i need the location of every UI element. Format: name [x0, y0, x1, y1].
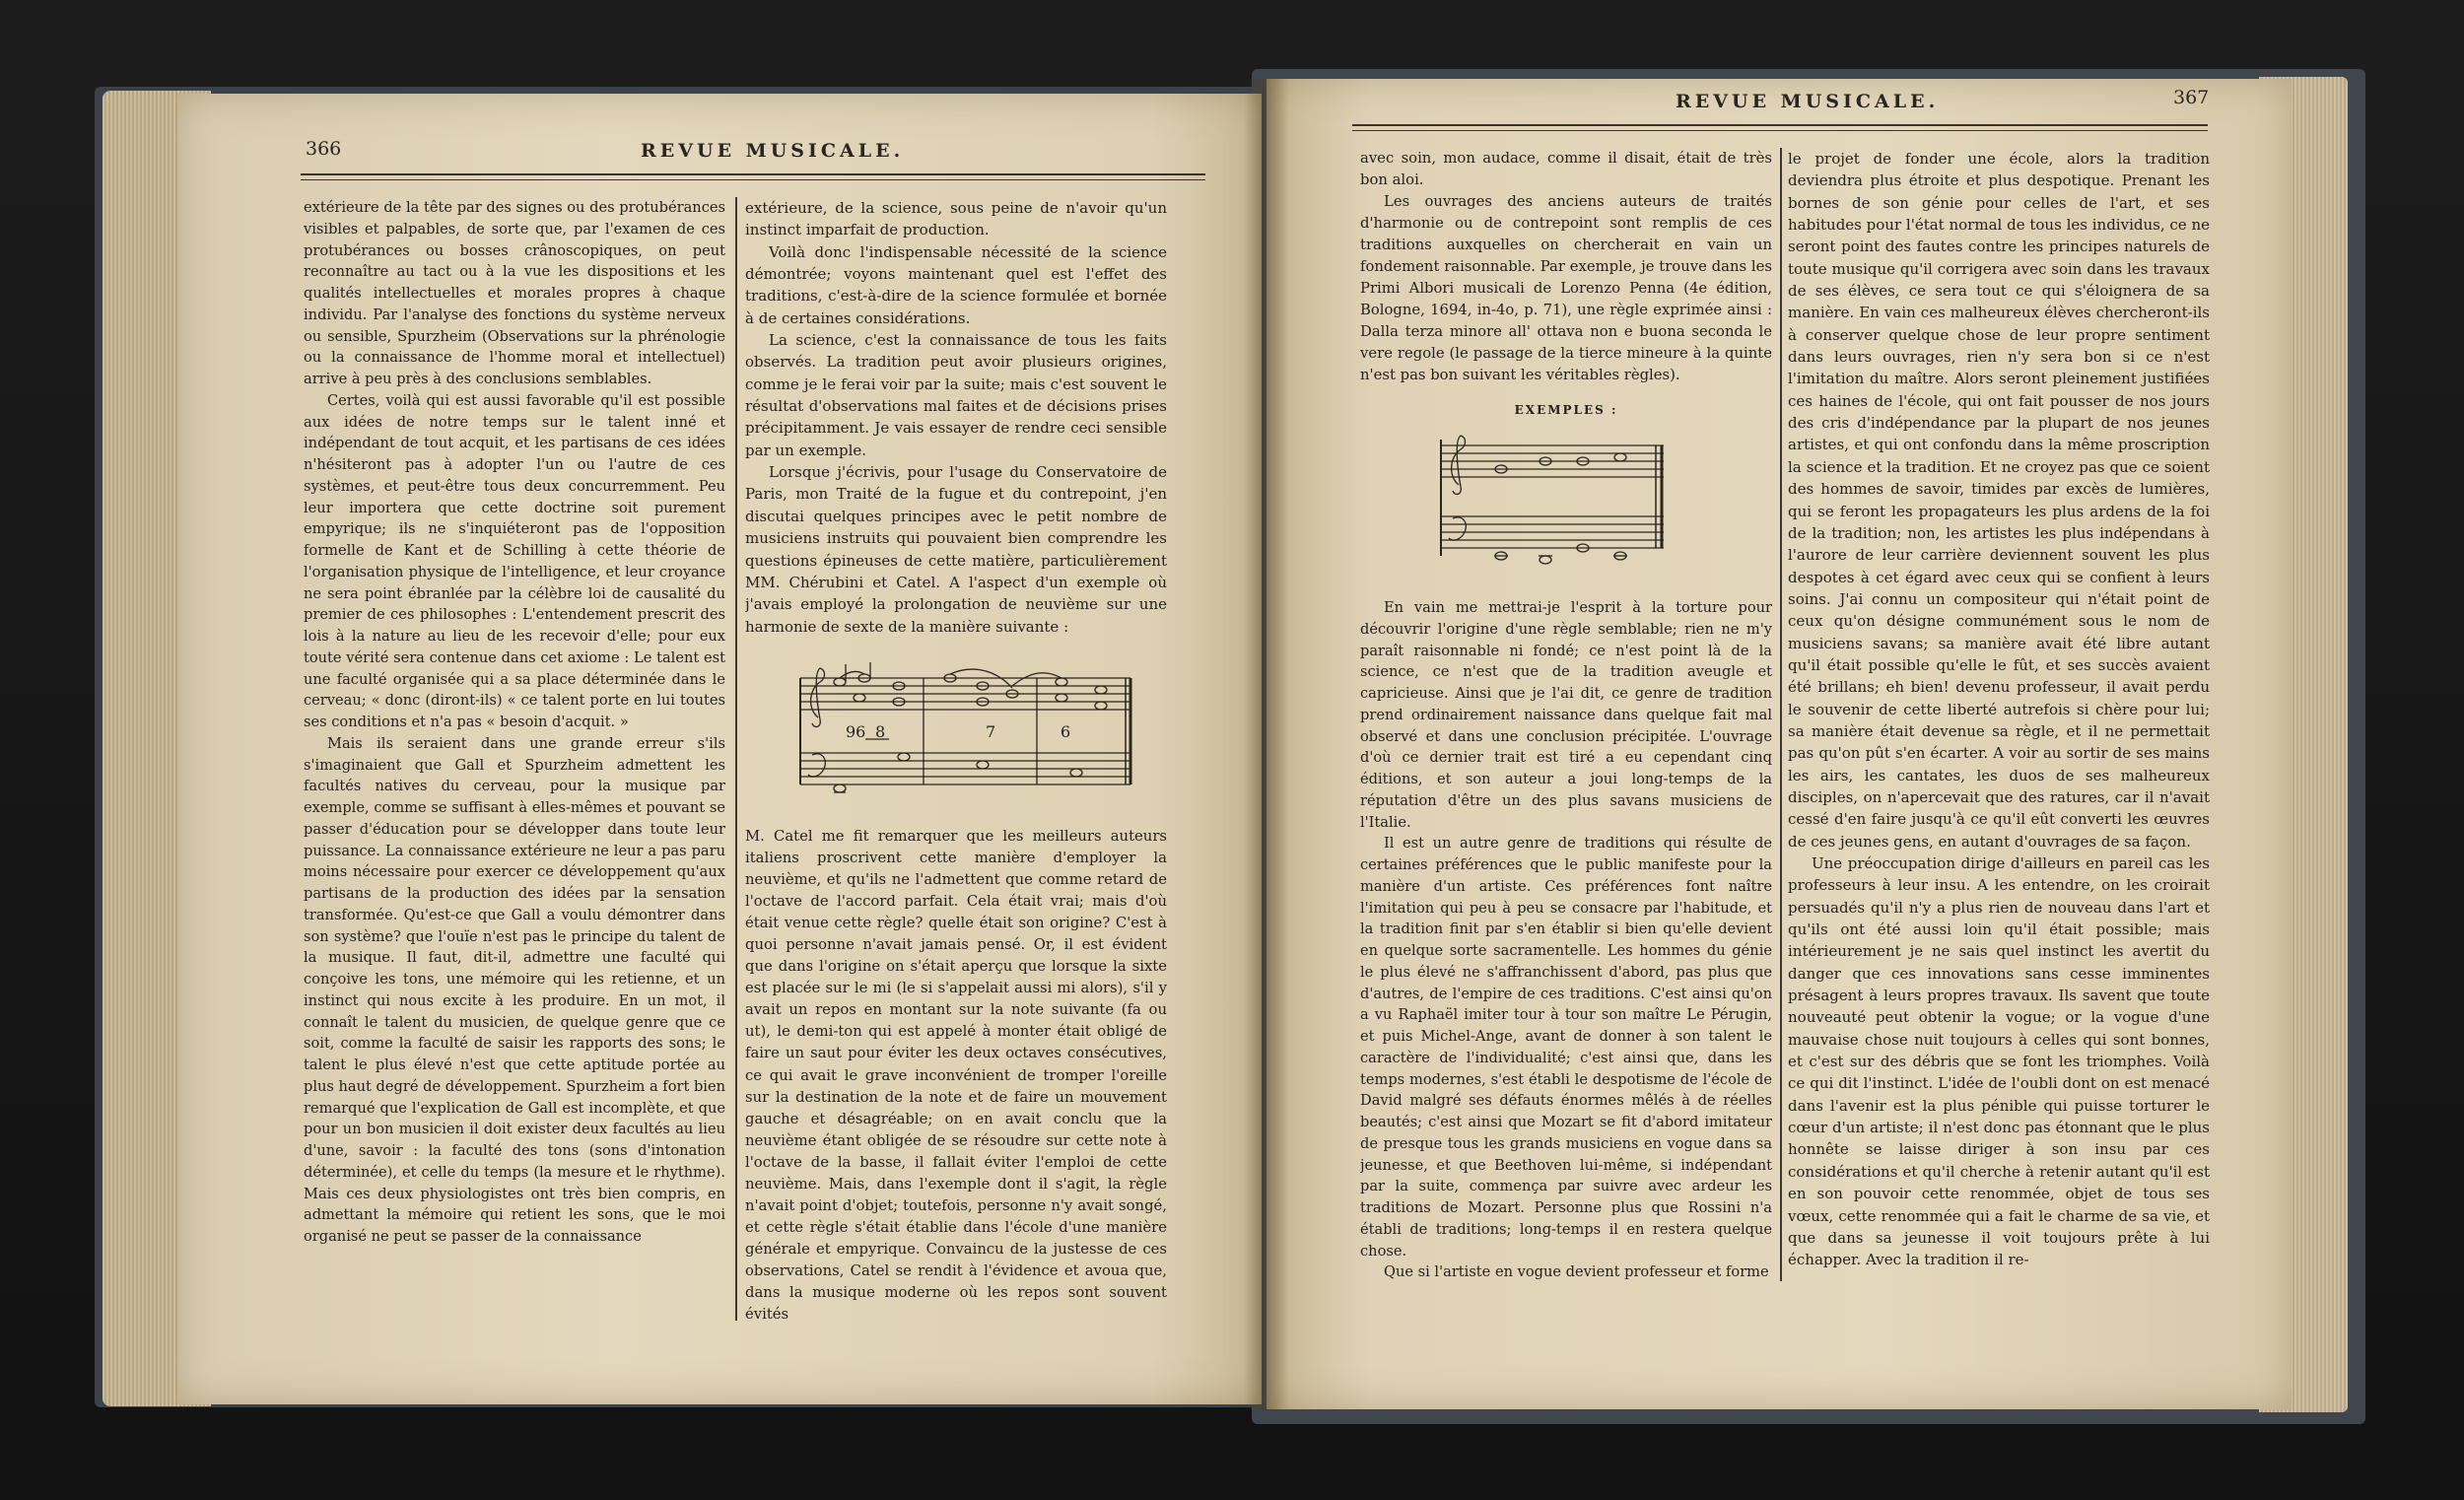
paragraph: Voilà donc l'indispensable nécessité de la science démontrée; voyons maintenant quel est l'effet des traditions, c'est-à-dire de la science formulée et bornée à de certaines considérations.	[745, 242, 1167, 327]
paragraph: Que si l'artiste en vogue devient professeur et forme	[1384, 1263, 1769, 1281]
right-column-2	[1788, 148, 2210, 1281]
paragraph: En vain me mettrai-je l'esprit à la torture pour découvrir l'origine d'une règle semblable; rien ne m'y paraît raisonnable ni fondé; ce n'est point là de la science, ce n'est que de la tradition aveugle et capricieuse. Ainsi que je l'ai dit, ce genre de tradition prend ordinairement naissance dans quelque fait mal observé et dans une conclusion précipitée. L'ouvrage d'où ce dernier trait est tiré a eu cependant cinq éditions, et son auteur a joui long-temps de la réputation d'être un des plus savans musiciens de l'Italie.	[1360, 599, 1772, 831]
paragraph: extérieure, de la science, sous peine de n'avoir qu'un instinct imparfait de production.	[745, 199, 1167, 239]
right-page-number: 367	[2173, 87, 2210, 108]
examples-heading: EXEMPLES :	[1514, 403, 1618, 417]
paragraph: La science, c'est la connaissance de tous les faits observés. La tradition peut avoir plusieurs origines, comme je le ferai voir par la suite; mais c'est souvent le résultat d'observations mal faites et de décisions prises précipitamment. Je vais essayer de rendre ceci sensible par un exemple.	[745, 331, 1167, 459]
right-column-1-top	[1360, 148, 1772, 394]
paragraph: Certes, voilà qui est aussi favorable qu'il est possible aux idées de notre temps sur le talent inné et indépendant de tout acquit, et les partisans de ces idées n'hésiteront pas à adopter l'un ou l'autre de ces systèmes, et peut-être tous deux concurremment. Peu leur importera que cette doctrine soit purement empyrique; ils ne s'inquiéteront pas de l'opposition formelle de Kant et de Schilling à cette théorie de l'organisation physique de l'intelligence, et leur croyance ne sera point ébranlée par la célèbre loi de causalité du premier de ces philosophes : L'entendement prescrit des lois à la nature au lieu de les recevoir d'elle; pour eux toute vérité sera contenue dans cet axiome : Le talent est une faculté organisée qui a sa place déterminée dans le cerveau; « donc (diront-ils) « ce talent porte en lui toutes ses conditions et n'a pas « besoin d'acquit. »	[304, 391, 725, 730]
paragraph: Lorsque j'écrivis, pour l'usage du Conservatoire de Paris, mon Traité de la fugue et du contrepoint, j'en discutai quelques principes avec le petit nombre de musiciens instruits qui pouvaient bien comprendre les questions épineuses de cette matière, particulièrement MM. Chérubini et Catel. A l'aspect d'un exemple où j'avais employé la prolongation de neuvième sur une harmonie de sexte de la manière suivante :	[745, 463, 1167, 636]
left-column-2-top	[745, 197, 1167, 637]
paragraph: le projet de fonder une école, alors la tradition deviendra plus étroite et plus despotique. Prenant les bornes de son génie pour celles de l'art, et ses habitudes pour l'état normal de tous les individus, ce ne seront point des fautes contre les principes naturels de toute musique qu'il corrigera avec soin dans les travaux de ses élèves, ce sera tout ce qui s'éloignera de sa manière. En vain ces malheureux élèves chercheront-ils à conserver quelque chose de leur propre sentiment dans leurs ouvrages, rien n'y sera bon si ce n'est l'imitation du maître. Alors seront pleinement justifiées ces haines de l'école, qui ont fait pousser de nos jours des cris d'indépendance par la plupart de nos jeunes artistes, et qui ont confondu dans la même proscription la science et la tradition. Et ne croyez pas que ce soient des hommes de savoir, timides par excès de lumières, qui se feront les propagateurs les plus ardens de la foi de la tradition; non, les artistes les plus indépendans à l'aurore de leur carrière deviennent souvent les plus despotes à cet égard avec ceux qui se confient à leurs soins. J'ai connu un compositeur qui n'était point de ceux qu'on désigne communément sous le nom de musiciens savans; sa manière avait été libre autant qu'il était possible qu'elle le fût, et ses succès avaient été brillans; eh bien! devenu professeur, il avait perdu le souvenir de cette liberté autrefois si chère pour lui; sa manière était devenue sa règle, et il ne permettait pas qu'on pût s'en écarter. A voir au sortir de ses mains les airs, les cantates, les duos de ses malheureux disciples, on n'apercevait que des ratures, car il n'avait cessé d'en faire jusqu'à ce qu'il eût converti les œuvres de ces jeunes gens, en autant d'ouvrages de sa façon.	[1788, 150, 2210, 851]
paragraph: Il est un autre genre de traditions qui résulte de certaines préférences que le public manifeste pour la manière d'un artiste. Ces préférences font naître l'imitation qui peu à peu se consacre par l'habitude, et la tradition finit par s'en établir si bien qu'elle devient en quelque sorte sacramentelle. Les hommes du génie le plus élevé ne s'affranchissent d'abord, pas plus que d'autres, de l'empire de ces traditions. C'est ainsi qu'on a vu Raphaël imiter tour à tour son maître Le Pérugin, et puis Michel-Ange, avant de donner à son talent le caractère de l'individualité; c'est ainsi que, dans les temps modernes, s'est établi le despotisme de l'école de David malgré ses défauts énormes mêlés à de réelles beautés; c'est ainsi que Mozart se fit d'abord imitateur de presque tous les grands musiciens en vogue dans sa jeunesse, et que Beethoven lui-même, si indépendant par la suite, commença par suivre avec ardeur les traditions de Mozart. Personne plus que Rossini n'a établi de traditions; long-temps il en restera quelque chose.	[1360, 835, 1772, 1260]
left-header-rule-thin	[301, 179, 1205, 180]
left-column-divider	[735, 197, 737, 1321]
figure-numeral-0: 96	[846, 722, 866, 741]
left-column-1	[304, 197, 725, 1321]
paragraph: M. Catel me fit remarquer que les meilleurs auteurs italiens proscrivent cette manière d'employer la neuvième, et qu'ils ne l'admettent que comme retard de l'octave de l'accord parfait. Cela était vrai; mais d'où était venue cette règle? quelle était son origine? C'est à quoi personne n'avait jamais pensé. Or, il est évident que dans l'origine on s'était aperçu que lorsque la sixte est placée sur le mi (le si s'appelait aussi mi alors), s'il y avait un repos en montant sur la note suivante (fa ou ut), le demi-ton qui est appelé à monter était obligé de faire un saut pour éviter les deux octaves consécutives, ce qui avait le grave inconvénient de tromper l'oreille sur la destination de la note et de faire un mouvement gauche et désagréable; on en avait conclu que la neuvième étant obligée de se résoudre sur cette note à l'octave de la basse, il fallait éviter l'emploi de cette neuvième. Mais, dans l'exemple dont il s'agit, la règle n'avait point d'objet; toutefois, personne n'y avait songé, et cette règle s'était établie dans l'école d'une manière générale et empyrique. Convaincu de la justesse de ces observations, Catel se rendit à l'évidence et avoua que, dans la musique moderne où les repos sont souvent évités	[745, 828, 1167, 1324]
figure-numeral-2: 7	[986, 722, 996, 741]
right-header-rule-thin	[1352, 130, 2208, 131]
music-example-ninth	[781, 658, 1145, 804]
left-header-rule	[301, 173, 1205, 175]
figure-numeral-1: 8	[875, 722, 886, 741]
paragraph: Mais ils seraient dans une grande erreur s'ils s'imaginaient que Gall et Spurzheim admettent les facultés natives du cerveau, pour la musique par exemple, comme se suffisant à elles-mêmes et pouvant se passer d'éducation pour se développer dans toute leur puissance. La connaissance extérieure ne leur a pas paru moins nécessaire pour exercer ce développement qu'aux partisans de la production des idées par la sensation transformée. Qu'est-ce que Gall a voulu démontrer dans son système? que l'ouïe n'est pas le principe du talent de la musique. Il faut, dit-il, admettre une faculté qui conçoive les tons, une mémoire qui les retienne, et un instinct qui nous excite à les produire. En un mot, il connaît le talent du musicien, de quelque genre que ce soit, comme la faculté de saisir les rapports des sons; le talent le plus élevé n'est que cette aptitude portée au plus haut degré de développement. Spurzheim a fort bien remarqué que l'explication de Gall est incomplète, et que pour un bon musicien il doit exister deux facultés au lieu d'une, savoir : la faculté des tons (sons d'intonation déterminée), et celle du temps (la mesure et le rhythme). Mais ces deux physiologistes ont très bien compris, en admettant la mémoire qui retient les sons, que le moi organisé ne peut se passer de la connaissance	[304, 734, 725, 1245]
music-example-penna	[1427, 426, 1674, 574]
paragraph: avec soin, mon audace, comme il disait, était de très bon aloi.	[1360, 150, 1772, 189]
music-example-ninth-svg	[781, 658, 1145, 804]
left-running-title: REVUE MUSICALE.	[641, 140, 905, 162]
left-page-number: 366	[306, 138, 342, 160]
book-gutter	[1244, 79, 1289, 1409]
music-example-penna-svg	[1427, 426, 1674, 574]
right-running-title: REVUE MUSICALE.	[1676, 91, 1940, 112]
left-column-2-bottom	[745, 826, 1167, 1329]
paragraph: Une préoccupation dirige d'ailleurs en pareil cas les professeurs à leur insu. A les entendre, on les croirait persuadés qu'il n'y a plus rien de nouveau dans l'art et qu'ils ont été aussi loin qu'il était possible; mais intérieurement je ne sais quel instinct les avertit du danger que ces innovations sans cesse imminentes présagent à leurs propres travaux. Ils savent que toute nouveauté peut obtenir la vogue; or la vogue d'une mauvaise chose nuit toujours à celles qui sont bonnes, et c'est sur des débris que se font les triomphes. Voilà ce qui dit l'instinct. L'idée de l'oubli dont on est menacé dans l'avenir est la plus pénible qui puisse torturer le cœur d'un artiste; il n'est donc pas étonnant que le plus honnête se laisse diriger à son insu par ces considérations et qu'il cherche à retenir autant qu'il est en son pouvoir cette renommée, objet de tous ses vœux, cette renommée qui a fait le charme de sa vie, et que dans sa jeunesse il voit toujours prête à lui échapper. Avec la tradition il re-	[1788, 854, 2210, 1269]
right-header-rule	[1352, 124, 2208, 126]
paragraph: Les ouvrages des anciens auteurs de traités d'harmonie ou de contrepoint sont remplis de ces traditions auxquelles on chercherait en vain un fondement raisonnable. Par exemple, je trouve dans les Primi Albori musicali de Lorenzo Penna (4e édition, Bologne, 1694, in-4o, p. 71), une règle exprimée ainsi : Dalla terza minore all' ottava non e buona seconda le vere regole (le passage de la tierce mineure à la quinte n'est pas bon suivant les véritables règles).	[1360, 193, 1772, 384]
right-column-1-bottom	[1360, 597, 1772, 1287]
paragraph: extérieure de la tête par des signes ou des protubérances visibles et palpables, de sorte que, par l'examen de ces protubérances ou bosses crânoscopiques, on peut reconnaître au tact ou à la vue les dispositions et les qualités intellectuelles et morales propres à chaque individu. Par l'analyse des fonctions du système nerveux ou sensible, Spurzheim (Observations sur la phrénologie ou la connaissance de l'homme moral et intellectuel) arrive à peu près à des conclusions semblables.	[304, 199, 725, 387]
right-column-divider	[1780, 148, 1782, 1281]
right-column-1-heading	[1360, 398, 1772, 422]
figure-numeral-3: 6	[1061, 722, 1071, 741]
